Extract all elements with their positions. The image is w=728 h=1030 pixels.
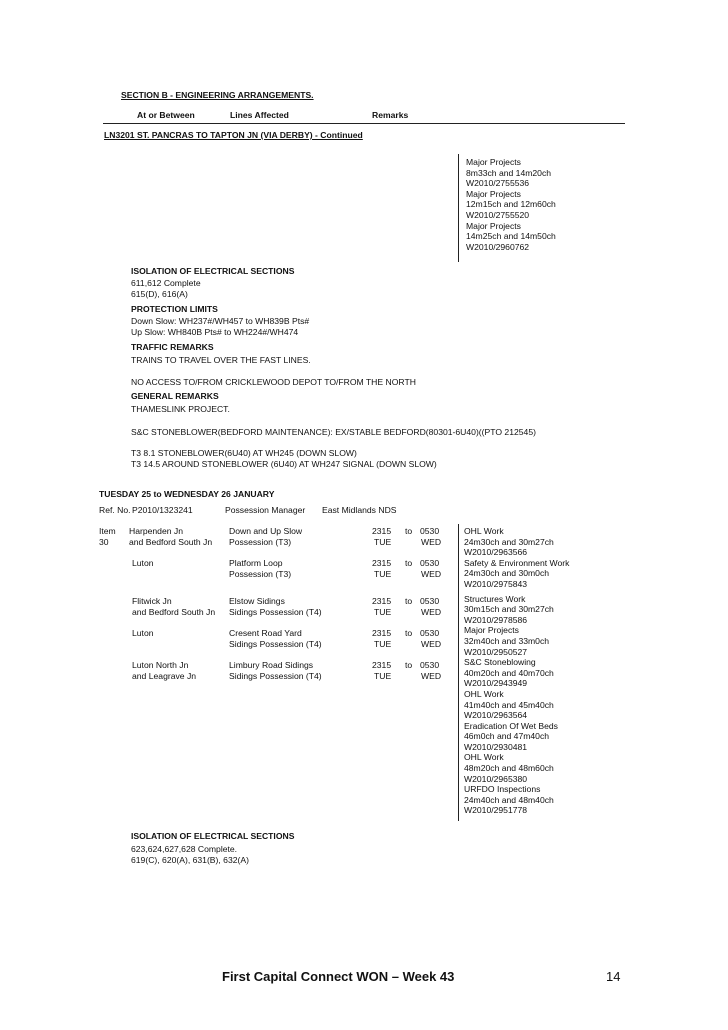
location-line: and Bedford South Jn	[132, 606, 216, 617]
day-to: WED	[421, 537, 442, 547]
remark-line: 30m15ch and 30m27ch	[464, 604, 554, 615]
remark-line: W2010/2978586	[464, 614, 528, 625]
entry-location	[129, 526, 212, 547]
remark-line: W2010/2950527	[464, 646, 528, 657]
day-from: TUE	[374, 671, 392, 681]
remark-line: W2010/2755536	[466, 178, 530, 189]
traffic-heading: TRAFFIC REMARKS	[131, 342, 214, 352]
day-from: TUE	[374, 639, 392, 649]
time-to-word: to	[405, 628, 413, 638]
remark-line: 41m40ch and 45m40ch	[464, 699, 554, 710]
lines-line: Possession (T3)	[229, 536, 292, 547]
entry-lines	[229, 660, 322, 681]
lines-line: Platform Loop	[229, 558, 283, 568]
time-until: 0530	[420, 628, 440, 638]
isolation-lines-1	[131, 278, 201, 299]
protection-heading: PROTECTION LIMITS	[131, 304, 218, 314]
remark-line: Eradication Of Wet Beds	[464, 720, 558, 731]
remark-line: OHL Work	[464, 688, 504, 699]
isolation-heading-2: ISOLATION OF ELECTRICAL SECTIONS	[131, 831, 295, 841]
remark-line: S&C Stoneblowing	[464, 657, 536, 668]
day-to: WED	[421, 671, 442, 681]
header-rule	[103, 123, 625, 124]
ref-value: P2010/1323241	[132, 505, 193, 515]
remark-line: W2010/2960762	[466, 241, 530, 252]
t3-line: T3 8.1 STONEBLOWER(6U40) AT WH245 (DOWN SLOW)	[131, 448, 357, 458]
entry-location	[132, 628, 154, 639]
lines-line: Limbury Road Sidings	[229, 660, 314, 670]
entry-location	[132, 660, 196, 681]
remark-line: Major Projects	[466, 188, 521, 199]
entry-lines	[229, 596, 322, 617]
remark-line: Major Projects	[466, 220, 521, 231]
item-label: Item	[99, 526, 116, 536]
remark-line: OHL Work	[464, 526, 504, 536]
remark-line: W2010/2755520	[466, 209, 530, 220]
day-to: WED	[421, 607, 442, 617]
sc-stoneblower-line: S&C STONEBLOWER(BEDFORD MAINTENANCE): EX/STABLE BEDFORD(80301-6U40)((PTO 212545)	[131, 427, 536, 437]
footer-title: First Capital Connect WON – Week 43	[222, 969, 455, 984]
isolation-line: 611,612 Complete	[131, 278, 201, 288]
time-until: 0530	[420, 660, 440, 670]
isolation-line: 619(C), 620(A), 631(B), 632(A)	[131, 854, 249, 865]
t3-line: T3 14.5 AROUND STONEBLOWER (6U40) AT WH247 SIGNAL (DOWN SLOW)	[131, 458, 437, 469]
remark-line: 46m0ch and 47m40ch	[464, 731, 550, 742]
location-line: and Bedford South Jn	[129, 536, 213, 547]
remark-line: 24m40ch and 48m40ch	[464, 794, 554, 805]
isolation-line: 615(D), 616(A)	[131, 288, 188, 299]
remark-line: 8m33ch and 14m20ch	[466, 167, 552, 178]
remark-line: W2010/2965380	[464, 773, 528, 784]
location-line: Harpenden Jn	[129, 526, 183, 536]
remark-line: Structures Work	[464, 593, 526, 604]
location-line: and Leagrave Jn	[132, 670, 197, 681]
remark-line: W2010/2963564	[464, 710, 528, 721]
location-line: Luton North Jn	[132, 660, 189, 670]
day-from: TUE	[374, 607, 392, 617]
day-to: WED	[421, 639, 442, 649]
lines-line: Down and Up Slow	[229, 526, 303, 536]
lines-line: Elstow Sidings	[229, 596, 285, 606]
remarks-divider-day	[458, 524, 459, 821]
entry-location	[132, 596, 215, 617]
remark-line: OHL Work	[464, 752, 504, 763]
lines-line: Cresent Road Yard	[229, 628, 302, 638]
location-line: Luton	[132, 558, 154, 568]
remark-line: W2010/2963566	[464, 547, 528, 558]
entry-lines	[229, 628, 322, 649]
isolation-heading-1: ISOLATION OF ELECTRICAL SECTIONS	[131, 266, 295, 276]
time-from: 2315	[372, 558, 392, 568]
protection-line: Down Slow: WH237#/WH457 to WH839B Pts#	[131, 316, 310, 326]
remark-line: 14m25ch and 14m50ch	[466, 231, 556, 242]
time-until: 0530	[420, 596, 440, 606]
lines-line: Sidings Possession (T4)	[229, 670, 322, 681]
entry-lines	[229, 526, 302, 547]
day-remarks	[464, 526, 569, 816]
section-title: SECTION B - ENGINEERING ARRANGEMENTS.	[121, 90, 314, 100]
remark-line: 48m20ch and 48m60ch	[464, 763, 554, 774]
traffic-line: TRAINS TO TRAVEL OVER THE FAST LINES.	[131, 355, 311, 365]
time-from: 2315	[372, 596, 392, 606]
isolation-line: 623,624,627,628 Complete.	[131, 844, 238, 854]
remarks-divider-top	[458, 154, 459, 262]
time-until: 0530	[420, 558, 440, 568]
time-until: 0530	[420, 526, 440, 536]
time-to-word: to	[405, 660, 413, 670]
day-to: WED	[421, 569, 442, 579]
manager-label: Possession Manager	[225, 505, 306, 515]
remark-line: W2010/2943949	[464, 678, 528, 689]
time-to-word: to	[405, 596, 413, 606]
remark-line: Major Projects	[464, 625, 519, 636]
remark-line: 12m15ch and 12m60ch	[466, 199, 556, 210]
remark-line: 24m30ch and 30m0ch	[464, 568, 550, 579]
protection-lines	[131, 316, 309, 337]
no-access-line: NO ACCESS TO/FROM CRICKLEWOOD DEPOT TO/FROM THE NORTH	[131, 377, 416, 387]
lines-line: Sidings Possession (T4)	[229, 606, 322, 617]
remark-line: Safety & Environment Work	[464, 557, 570, 568]
remark-line: Major Projects	[466, 157, 521, 167]
time-to-word: to	[405, 526, 413, 536]
item-number: 30	[99, 537, 109, 547]
entry-location	[132, 558, 154, 569]
time-to-word: to	[405, 558, 413, 568]
time-from: 2315	[372, 526, 392, 536]
lines-line: Possession (T3)	[229, 568, 292, 579]
manager-value: East Midlands NDS	[322, 505, 397, 515]
lines-line: Sidings Possession (T4)	[229, 638, 322, 649]
day-heading: TUESDAY 25 to WEDNESDAY 26 JANUARY	[99, 489, 275, 499]
remark-line: W2010/2930481	[464, 741, 528, 752]
column-header-lines-affected: Lines Affected	[230, 110, 289, 120]
general-line: THAMESLINK PROJECT.	[131, 404, 230, 414]
remark-line: 32m40ch and 33m0ch	[464, 635, 550, 646]
general-heading: GENERAL REMARKS	[131, 391, 219, 401]
page-number: 14	[606, 969, 621, 984]
day-from: TUE	[374, 537, 392, 547]
ref-label: Ref. No.	[99, 505, 131, 515]
remark-line: 40m20ch and 40m70ch	[464, 667, 554, 678]
location-line: Luton	[132, 628, 154, 638]
time-from: 2315	[372, 660, 392, 670]
column-header-remarks: Remarks	[372, 110, 409, 120]
remark-line: URFDO Inspections	[464, 784, 541, 795]
isolation-lines-2	[131, 844, 249, 865]
remark-line: 24m30ch and 30m27ch	[464, 536, 554, 547]
column-header-at-or-between: At or Between	[137, 110, 195, 120]
protection-line: Up Slow: WH840B Pts# to WH224#/WH474	[131, 326, 299, 337]
location-line: Flitwick Jn	[132, 596, 172, 606]
remark-line: W2010/2975843	[464, 578, 528, 589]
remark-line: W2010/2951778	[464, 805, 528, 816]
t3-lines	[131, 448, 437, 469]
route-title: LN3201 ST. PANCRAS TO TAPTON JN (VIA DERBY) - Continued	[104, 130, 363, 140]
time-from: 2315	[372, 628, 392, 638]
top-remarks	[466, 157, 556, 252]
entry-lines	[229, 558, 291, 579]
day-from: TUE	[374, 569, 392, 579]
